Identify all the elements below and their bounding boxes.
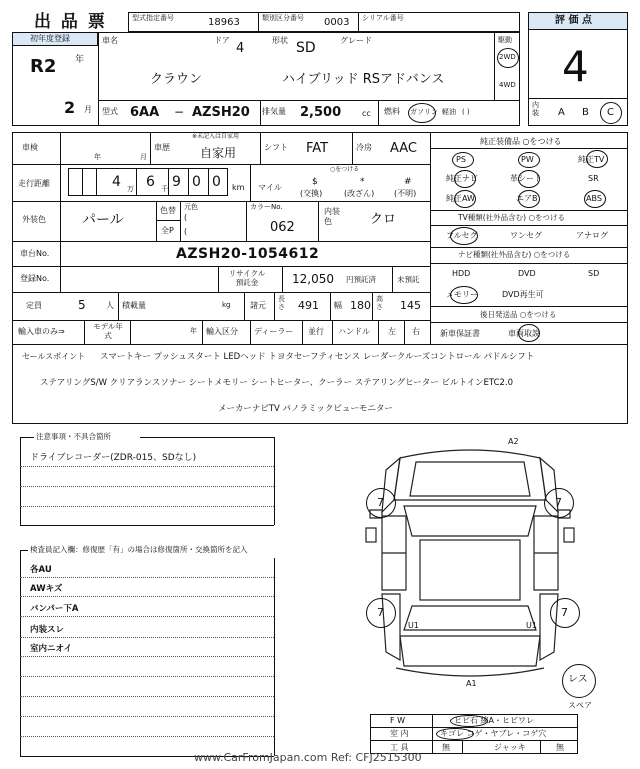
tire-front-right: 7: [555, 496, 562, 509]
inspector-line-5: 室内ニオイ: [30, 644, 73, 654]
ac-label: 冷房: [356, 143, 372, 152]
navi-hdd: HDD: [452, 269, 471, 278]
handle-left: 左: [388, 327, 396, 336]
interior-cond-value: キゴレ コゲ・ヤブレ・コゲ穴: [440, 729, 547, 738]
grade-value: ハイブリッド RSアドバンス: [282, 72, 445, 87]
mile-label: マイル: [258, 183, 282, 192]
fw-label: F W: [390, 716, 406, 725]
capacity-label: 定員: [26, 301, 42, 310]
drive-label: 駆動: [498, 36, 512, 44]
equip-ps: PS: [456, 155, 466, 164]
inspector-line-2: AWキズ: [30, 584, 63, 594]
shape-value: SD: [296, 40, 316, 56]
import-class-label: 輸入区分: [206, 327, 238, 336]
navi-dvd: DVD: [518, 269, 536, 278]
interior-grade-b: B: [582, 107, 589, 118]
shaken-year-unit: 年: [94, 153, 101, 161]
full-paint-label: 全P: [161, 226, 174, 235]
equip-tv: 純正TV: [578, 155, 605, 164]
spare-label: スペア: [568, 701, 592, 710]
parallel-label: 並行: [308, 327, 324, 336]
original-color-value: (: [184, 213, 188, 222]
displacement-value: 2,500: [300, 105, 342, 120]
serial-label: シリアル番号: [362, 14, 404, 22]
tv-oneseg: ワンセグ: [510, 231, 542, 240]
fuel-label: 燃料: [384, 107, 400, 116]
equip-leather: 革シート: [510, 174, 542, 183]
mileage-digit-2: 6: [146, 174, 155, 190]
recycle-value: 12,050: [292, 272, 334, 286]
interior-grade-a: A: [558, 107, 565, 118]
interior-cond-label: 室 内: [390, 729, 409, 738]
model-designation-label: 型式指定番号: [132, 14, 174, 22]
tire-front-left: 7: [377, 496, 384, 509]
height-label: 高さ: [376, 295, 383, 312]
light-oil-label: 軽油: [442, 108, 456, 116]
score-value: 4: [562, 42, 589, 91]
model-year-label: モデル年式: [93, 322, 123, 340]
history-value: 自家用: [200, 146, 237, 160]
mileage-option-altered: (改ざん): [344, 189, 375, 198]
capacity-value: 5: [78, 298, 86, 312]
interior-color-value: クロ: [370, 212, 397, 227]
original-color-label: 元色: [184, 203, 198, 211]
fuel-other: ( ): [462, 108, 470, 116]
model-year-unit: 年: [190, 327, 197, 335]
equip-airbag: エアB: [516, 194, 538, 203]
ac-value: AAC: [390, 141, 417, 156]
equip-abs: ABS: [586, 194, 602, 203]
inspector-line-4: 内装スレ: [30, 625, 65, 635]
type-prefix: 6AA: [130, 105, 160, 120]
mileage-option-altered-symbol: *: [360, 177, 365, 187]
history-note: ※未記入は自家用: [192, 133, 240, 140]
handle-label: ハンドル: [338, 327, 370, 336]
width-label: 幅: [334, 301, 342, 310]
tv-analog: アナログ: [576, 231, 608, 240]
mileage-option-exchanged: (交換): [300, 189, 323, 198]
mileage-digit-3: 9: [172, 174, 181, 190]
doors-label: ドア: [214, 36, 230, 45]
fuel-gasoline: ガソリン: [410, 108, 438, 116]
mileage-option-exchanged-symbol: $: [312, 177, 318, 187]
recycle-status: 未預託: [397, 275, 420, 284]
chassis-label: 車台No.: [20, 249, 50, 258]
reg-no-label: 登録No.: [20, 274, 50, 283]
color-no-value: 062: [270, 220, 295, 235]
docs-manual: 車両取説: [508, 329, 540, 338]
tv-type-title: TV種類(社外品含む) ○をつける: [458, 213, 565, 222]
load-unit: kg: [222, 301, 231, 309]
mileage-unit: km: [232, 183, 245, 192]
interior-grade-label: 内装: [532, 101, 539, 117]
length-label: 長さ: [278, 295, 285, 312]
navi-sd: SD: [588, 269, 600, 278]
type-dash: −: [174, 105, 185, 119]
length-value: 491: [298, 299, 319, 312]
category-label: 類別区分番号: [262, 14, 304, 22]
interior-color-label: 内装色: [324, 207, 340, 226]
recycle-unit: 円預託済: [346, 275, 376, 284]
equip-sr: SR: [588, 174, 599, 183]
car-name-label: 車名: [102, 36, 118, 45]
tire-rear-right: 7: [561, 606, 568, 619]
import-class-value: ディーラー: [254, 327, 294, 336]
tv-fullseg: フルセグ: [446, 231, 478, 240]
score-label: 評 価 点: [555, 15, 592, 26]
shift-value: FAT: [306, 141, 329, 156]
grade-label: グレード: [340, 36, 372, 45]
note-line-1: ドライブレコーダー(ZDR-015、SDなし): [30, 453, 197, 463]
registration-year-unit: 年: [75, 55, 85, 65]
displacement-label: 排気量: [262, 107, 286, 116]
displacement-unit: cc: [362, 109, 371, 118]
sales-points-label: セールスポイント: [22, 352, 86, 361]
recycle-label: リサイクル預託金: [228, 269, 266, 287]
mileage-option-unknown: (不明): [394, 189, 417, 198]
car-damage-diagram: [360, 437, 580, 690]
registration-era-year: R2: [30, 56, 57, 77]
damage-mark-u1-left: U1: [408, 621, 419, 630]
repaint-label: 色替: [160, 206, 176, 215]
sales-point-line-1: スマートキー プッシュスタート LEDヘッド トヨタセーフティセンス レーダークルーズコントロール パドルシフト: [100, 352, 535, 362]
registration-month-unit: 月: [84, 105, 92, 114]
fw-value: ヒビ石 線A・ヒビワレ: [454, 716, 535, 725]
mileage-digit-4: 0: [192, 174, 201, 190]
mileage-digit-1: 4: [112, 174, 121, 190]
load-label: 積載量: [122, 301, 146, 310]
exterior-color-value: パール: [82, 212, 124, 228]
handle-right: 右: [412, 327, 420, 336]
shape-label: 形状: [272, 36, 288, 45]
notes-label: 注意事項・不具合箇所: [36, 432, 111, 441]
equip-navi: 純正ナビ: [446, 174, 478, 183]
model-designation-value: 18963: [208, 17, 240, 28]
interior-grade-c: C: [607, 107, 614, 118]
category-value: 0003: [324, 17, 350, 28]
damage-mark-u1-right: U1: [526, 621, 537, 630]
mileage-digit-5: 0: [212, 174, 221, 190]
drive-2wd: 2WD: [499, 53, 516, 61]
mileage-label: 走行距離: [18, 179, 50, 188]
tools-value: 無: [442, 743, 450, 752]
jack-label: ジャッキ: [494, 743, 526, 752]
mileage-sen: 千: [161, 185, 168, 193]
spare-value: レス: [568, 674, 588, 685]
type-model: AZSH20: [192, 105, 250, 120]
mileage-option-unknown-symbol: #: [404, 177, 412, 187]
page-title: 出 品 票: [34, 12, 107, 32]
tire-rear-left: 7: [377, 606, 384, 619]
height-value: 145: [400, 299, 421, 312]
first-registration-label: 初年度登録: [30, 34, 70, 43]
chassis-value: AZSH20-1054612: [176, 246, 320, 262]
sales-point-line-3: メーカーナビTV パノラミックビューモニター: [218, 404, 393, 414]
docs-warranty: 新車保証書: [440, 329, 480, 338]
tools-label: 工 具: [390, 743, 409, 752]
damage-mark-a2: A2: [508, 437, 519, 446]
docs-title: 後日発送品 ○をつける: [480, 310, 557, 319]
jack-value: 無: [556, 743, 564, 752]
mileage-man: 万: [127, 185, 134, 193]
exterior-color-label: 外装色: [22, 215, 46, 224]
capacity-unit: 人: [106, 301, 114, 310]
shift-label: シフト: [264, 143, 288, 152]
inspector-line-3: バンパー下A: [30, 604, 79, 614]
doors-value: 4: [236, 41, 245, 56]
spec-label: 諸元: [250, 301, 266, 310]
shaken-label: 車検: [22, 143, 38, 152]
equip-aw: 純正AW: [446, 194, 475, 203]
navi-dvd-playback: DVD再生可: [502, 290, 544, 299]
watermark: www.CarFromJapan.com Ref: CFJ2515300: [194, 751, 422, 764]
navi-memory: メモリー: [446, 290, 478, 299]
inspector-label: 検査員記入欄：修復歴「有」の場合は修復箇所・交換箇所を記入: [30, 545, 248, 554]
equip-pw: PW: [521, 155, 534, 164]
equipment-title: 純正装備品 ○をつける: [480, 137, 562, 146]
navi-type-title: ナビ種類(社外品含む) ○をつける: [458, 250, 571, 259]
shaken-month-unit: 月: [140, 153, 147, 161]
history-label: 車歴: [154, 143, 170, 152]
mileage-marker-note: ○をつける: [330, 166, 360, 173]
registration-month: 2: [64, 98, 76, 117]
import-label: 輸入車のみ⇒: [18, 327, 65, 336]
sales-point-line-2: ステアリングS/W クリアランスソナー シートメモリー シートヒーター、クーラー ステアリングヒーター ビルトインETC2.0: [40, 378, 514, 388]
inspector-line-1: 各AU: [30, 565, 52, 575]
drive-4wd: 4WD: [499, 81, 516, 89]
car-name-value: クラウン: [150, 72, 203, 87]
width-value: 180: [350, 299, 371, 312]
full-paint-value: (: [184, 227, 188, 236]
damage-mark-a1: A1: [466, 679, 477, 688]
type-label: 型式: [102, 107, 118, 116]
color-no-label: カラーNo.: [250, 203, 283, 211]
